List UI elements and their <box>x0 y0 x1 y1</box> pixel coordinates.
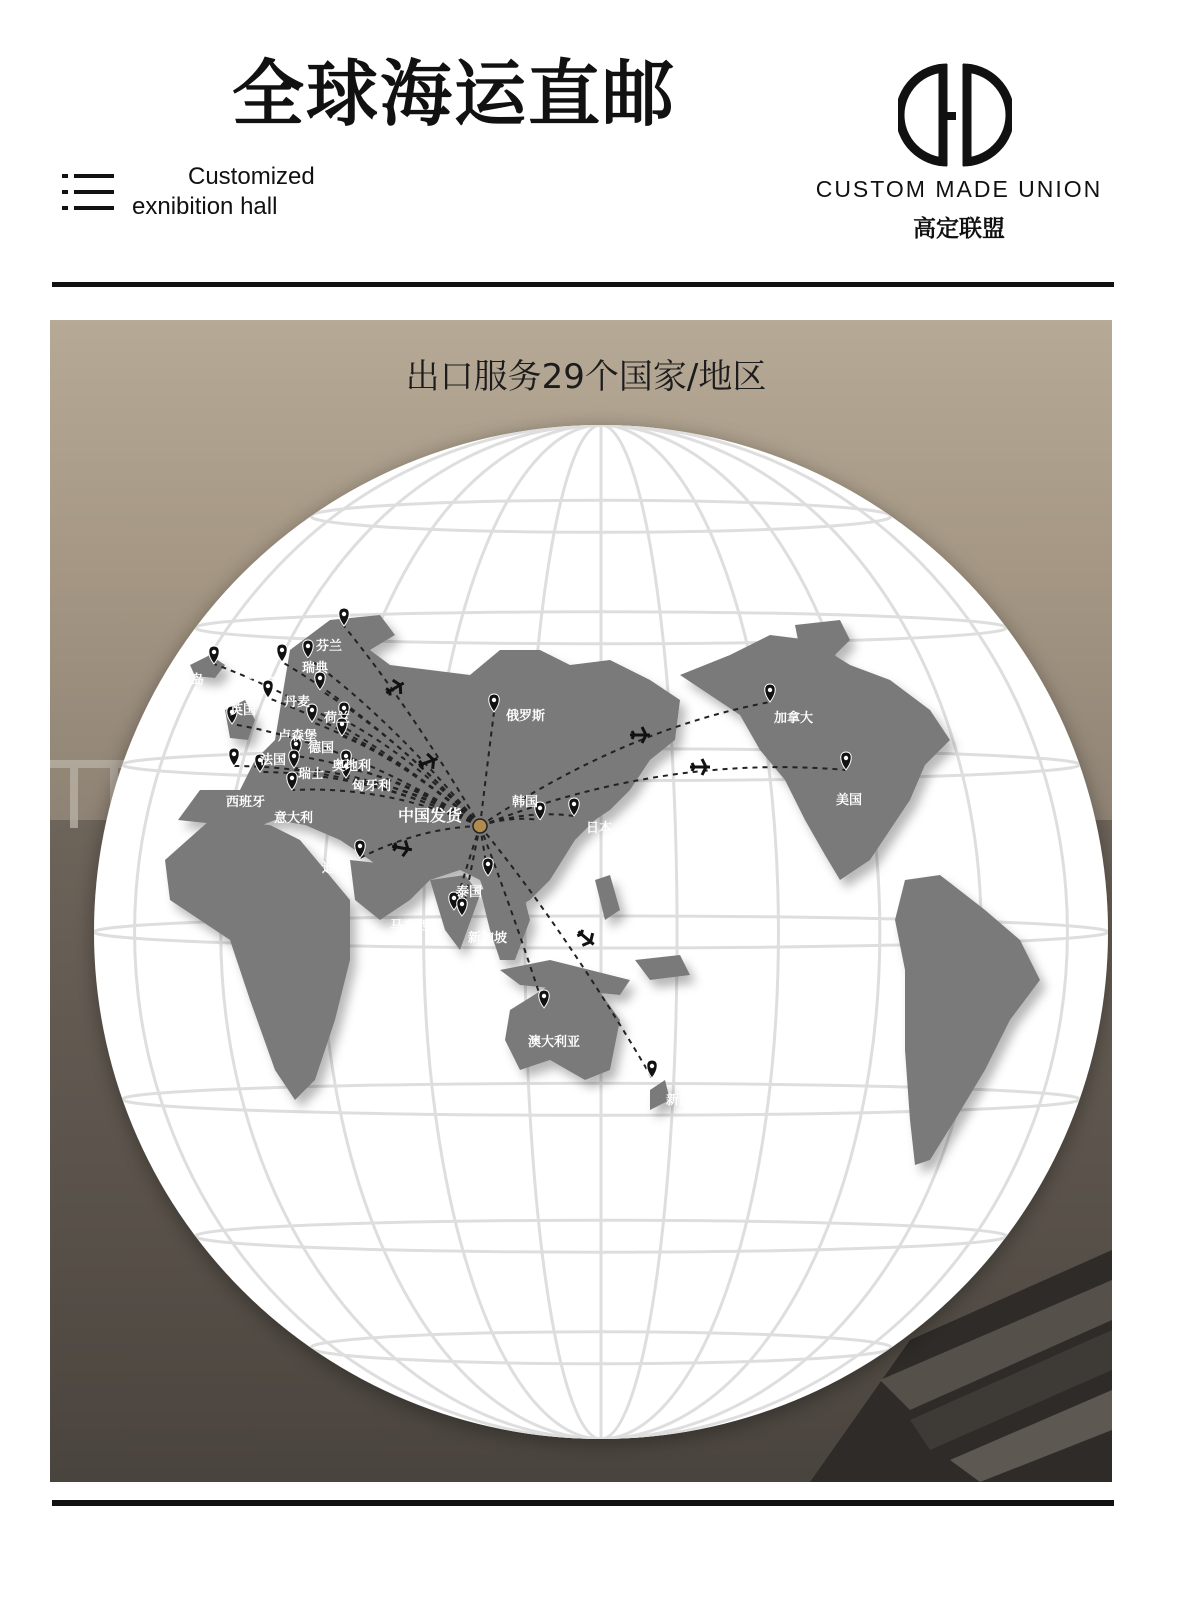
destination-label: 美国 <box>836 793 863 808</box>
world-shipping-map <box>50 320 1112 1482</box>
destination-label: 加拿大 <box>774 711 814 726</box>
destination-label: 瑞士 <box>298 767 325 782</box>
map-pin-dot <box>290 776 294 780</box>
destination-label: 韩国 <box>512 795 539 810</box>
map-pin-dot <box>572 802 576 806</box>
map-pin-dot <box>650 1064 654 1068</box>
destination-label: 英国 <box>230 703 257 718</box>
destination-label: 日本 <box>586 821 613 836</box>
destination-label: 新西兰 <box>666 1093 706 1108</box>
destination-label: 新加坡 <box>468 931 508 946</box>
map-pin-dot <box>492 698 496 702</box>
gd-monogram-logo <box>898 58 1012 172</box>
top-divider <box>52 282 1114 287</box>
destination-label: 瑞典 <box>302 661 329 676</box>
destination-label: 冰岛 <box>178 673 205 688</box>
destination-label: 西班牙 <box>226 795 266 810</box>
map-pin-dot <box>342 612 346 616</box>
destination-label: 迪拜 <box>322 861 349 876</box>
destination-label: 马来西亚 <box>390 919 443 934</box>
map-pin-dot <box>212 650 216 654</box>
tagline <box>132 162 315 222</box>
map-pin-dot <box>486 862 490 866</box>
map-pin-dot <box>542 994 546 998</box>
origin-label: 中国发货 <box>398 806 463 825</box>
map-heading: 出口服务29个国家/地区 <box>405 357 767 397</box>
map-canvas <box>50 320 1112 1482</box>
map-pin-dot <box>460 902 464 906</box>
map-pin-dot <box>358 844 362 848</box>
destination-label: 意大利 <box>274 811 314 826</box>
brand-name-cn: 高定联盟 <box>913 216 1005 242</box>
destination-label: 爱尔兰 <box>174 733 214 748</box>
map-pin-dot <box>318 676 322 680</box>
map-pin-dot <box>844 756 848 760</box>
brand-name-en: CUSTOM MADE UNION <box>815 176 1103 202</box>
destination-label: 德国 <box>308 741 335 756</box>
map-pin-dot <box>266 684 270 688</box>
map-pin-dot <box>306 644 310 648</box>
map-pin-dot <box>280 648 284 652</box>
bottom-divider <box>52 1500 1114 1506</box>
destination-label: 挪威 <box>248 667 275 682</box>
destination-label: 奥地利 <box>332 759 372 774</box>
page-title: 全球海运直邮 <box>232 52 677 136</box>
map-pin-dot <box>310 708 314 712</box>
map-pin-dot <box>342 706 346 710</box>
map-pin-dot <box>768 688 772 692</box>
destination-label: 泰国 <box>456 885 483 900</box>
map-pin-dot <box>344 754 348 758</box>
destination-label: 芬兰 <box>316 639 343 654</box>
map-pin-dot <box>292 754 296 758</box>
destination-label: 荷兰 <box>324 711 351 726</box>
map-pin-dot <box>538 806 542 810</box>
tagline-line-2: exnibition hall <box>132 193 278 220</box>
destination-label: 俄罗斯 <box>506 709 546 724</box>
map-pin-dot <box>232 752 236 756</box>
destination-label: 卢森堡 <box>278 729 318 744</box>
destination-label: 丹麦 <box>284 695 311 710</box>
destination-label: 澳大利亚 <box>528 1035 581 1050</box>
origin-dot <box>473 819 487 833</box>
destination-label: 匈牙利 <box>352 779 392 794</box>
tagline-line-1: Customized <box>188 163 315 190</box>
list-menu-icon[interactable] <box>62 172 114 214</box>
destination-label: 法国 <box>260 753 287 768</box>
destination-label: 葡萄牙 <box>182 777 222 792</box>
